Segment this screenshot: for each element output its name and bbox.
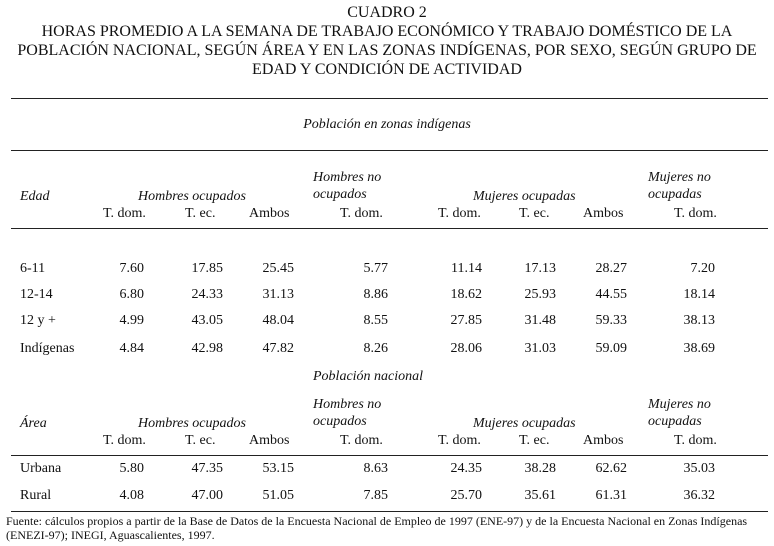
section1-col-header: Ambos: [583, 206, 624, 221]
table-cell: 24.35: [450, 461, 482, 476]
table-cell: 25.70: [450, 488, 482, 503]
section2-col-header: T. ec.: [185, 433, 216, 448]
table-cell: 25.93: [524, 287, 556, 302]
section2-title: Población nacional: [313, 369, 424, 384]
section2-group-mujeres-no-line1: Mujeres no: [648, 397, 711, 412]
section1-group-mujeres-ocupadas: Mujeres ocupadas: [473, 189, 576, 204]
row-label: Indígenas: [20, 341, 75, 356]
section1-group-hombres-no-line1: Hombres no: [313, 170, 382, 185]
section2-group-hombres-no-line1: Hombres no: [313, 397, 382, 412]
section2-col-header: T. dom.: [103, 433, 146, 448]
table-cell: 42.98: [191, 341, 223, 356]
table-cell: 4.99: [119, 313, 144, 328]
table-cell: 47.82: [262, 341, 294, 356]
section1-col-header: T. dom.: [340, 206, 383, 221]
table-cell: 38.13: [683, 313, 715, 328]
table-cell: 8.86: [363, 287, 388, 302]
table-number: CUADRO 2: [347, 4, 427, 21]
table-cell: 53.15: [262, 461, 294, 476]
header-rule-2: [11, 455, 768, 456]
section2-group-mujeres-ocupadas: Mujeres ocupadas: [473, 416, 576, 431]
table-cell: 31.48: [524, 313, 556, 328]
section2-group-mujeres-no-line2: ocupadas: [648, 414, 702, 429]
table-cell: 36.32: [683, 488, 715, 503]
section-title-rule: [11, 150, 768, 151]
row-label: 12 y +: [20, 313, 56, 328]
section2-group-hombres-ocupados: Hombres ocupados: [138, 416, 246, 431]
table-cell: 8.26: [363, 341, 388, 356]
table-cell: 18.62: [450, 287, 482, 302]
table-cell: 59.33: [595, 313, 627, 328]
table-cell: 7.20: [690, 261, 715, 276]
table-cell: 47.00: [191, 488, 223, 503]
table-cell: 35.03: [683, 461, 715, 476]
table-cell: 24.33: [191, 287, 223, 302]
row-label: Urbana: [20, 461, 62, 476]
table-cell: 7.85: [363, 488, 388, 503]
table-cell: 27.85: [450, 313, 482, 328]
table-cell: 28.06: [450, 341, 482, 356]
table-title-line-1: HORAS PROMEDIO A LA SEMANA DE TRABAJO ECONÓMICO Y TRABAJO DOMÉSTICO DE LA: [41, 23, 733, 40]
table-cell: 62.62: [595, 461, 627, 476]
section1-col-header: T. dom.: [438, 206, 481, 221]
row-label: 6-11: [20, 261, 46, 276]
table-cell: 5.80: [119, 461, 144, 476]
table-title-line-2: POBLACIÓN NACIONAL, SEGÚN ÁREA Y EN LAS ZONAS INDÍGENAS, POR SEXO, SEGÚN GRUPO DE: [17, 42, 757, 59]
table-cell: 59.09: [595, 341, 627, 356]
section2-col-header: Ambos: [583, 433, 624, 448]
section1-group-hombres-no-line2: ocupados: [313, 187, 367, 202]
section1-row-header: Edad: [20, 189, 50, 204]
table-cell: 38.69: [683, 341, 715, 356]
section1-col-header: T. ec.: [185, 206, 216, 221]
table-cell: 48.04: [262, 313, 294, 328]
section2-row-header: Área: [20, 416, 47, 431]
table-cell: 61.31: [595, 488, 627, 503]
table-cell: 25.45: [262, 261, 294, 276]
table-cell: 47.35: [191, 461, 223, 476]
table-cell: 44.55: [595, 287, 627, 302]
table-cell: 11.14: [451, 261, 482, 276]
bottom-rule: [11, 511, 768, 512]
section1-col-header: Ambos: [249, 206, 290, 221]
section2-col-header: T. dom.: [438, 433, 481, 448]
section1-group-mujeres-no-line2: ocupadas: [648, 187, 702, 202]
table-cell: 28.27: [595, 261, 627, 276]
table-cell: 4.08: [119, 488, 144, 503]
source-footnote: Fuente: cálculos propios a partir de la Base de Datos de la Encuesta Nacional de Empleo de 1997 (ENE-97) y de la Encuesta Nacional en Zonas Indígenas (ENEZI-97); INEGI, Aguascalientes, 1997.: [6, 514, 748, 542]
section2-col-header: Ambos: [249, 433, 290, 448]
table-cell: 8.63: [363, 461, 388, 476]
section1-group-mujeres-no-line1: Mujeres no: [648, 170, 711, 185]
table-cell: 43.05: [191, 313, 223, 328]
row-label: Rural: [20, 488, 52, 503]
table-cell: 17.85: [191, 261, 223, 276]
table-cell: 35.61: [524, 488, 556, 503]
section2-group-hombres-no-line2: ocupados: [313, 414, 367, 429]
table-cell: 38.28: [524, 461, 556, 476]
table-cell: 5.77: [363, 261, 388, 276]
table-cell: 7.60: [119, 261, 144, 276]
table-cell: 6.80: [119, 287, 144, 302]
table-cell: 51.05: [262, 488, 294, 503]
section1-title: Población en zonas indígenas: [303, 117, 471, 132]
section2-col-header: T. dom.: [674, 433, 717, 448]
section2-col-header: T. dom.: [340, 433, 383, 448]
table-title-line-3: EDAD Y CONDICIÓN DE ACTIVIDAD: [252, 61, 522, 78]
section2-col-header: T. ec.: [519, 433, 550, 448]
table-cell: 31.13: [262, 287, 294, 302]
top-rule: [11, 98, 768, 99]
table-cell: 4.84: [119, 341, 144, 356]
header-rule-1: [11, 228, 768, 229]
row-label: 12-14: [20, 287, 53, 302]
table-cell: 18.14: [683, 287, 715, 302]
section1-col-header: T. dom.: [674, 206, 717, 221]
table-cell: 31.03: [524, 341, 556, 356]
section1-col-header: T. ec.: [519, 206, 550, 221]
table-cell: 17.13: [524, 261, 556, 276]
section1-col-header: T. dom.: [103, 206, 146, 221]
table-cell: 8.55: [363, 313, 388, 328]
section1-group-hombres-ocupados: Hombres ocupados: [138, 189, 246, 204]
